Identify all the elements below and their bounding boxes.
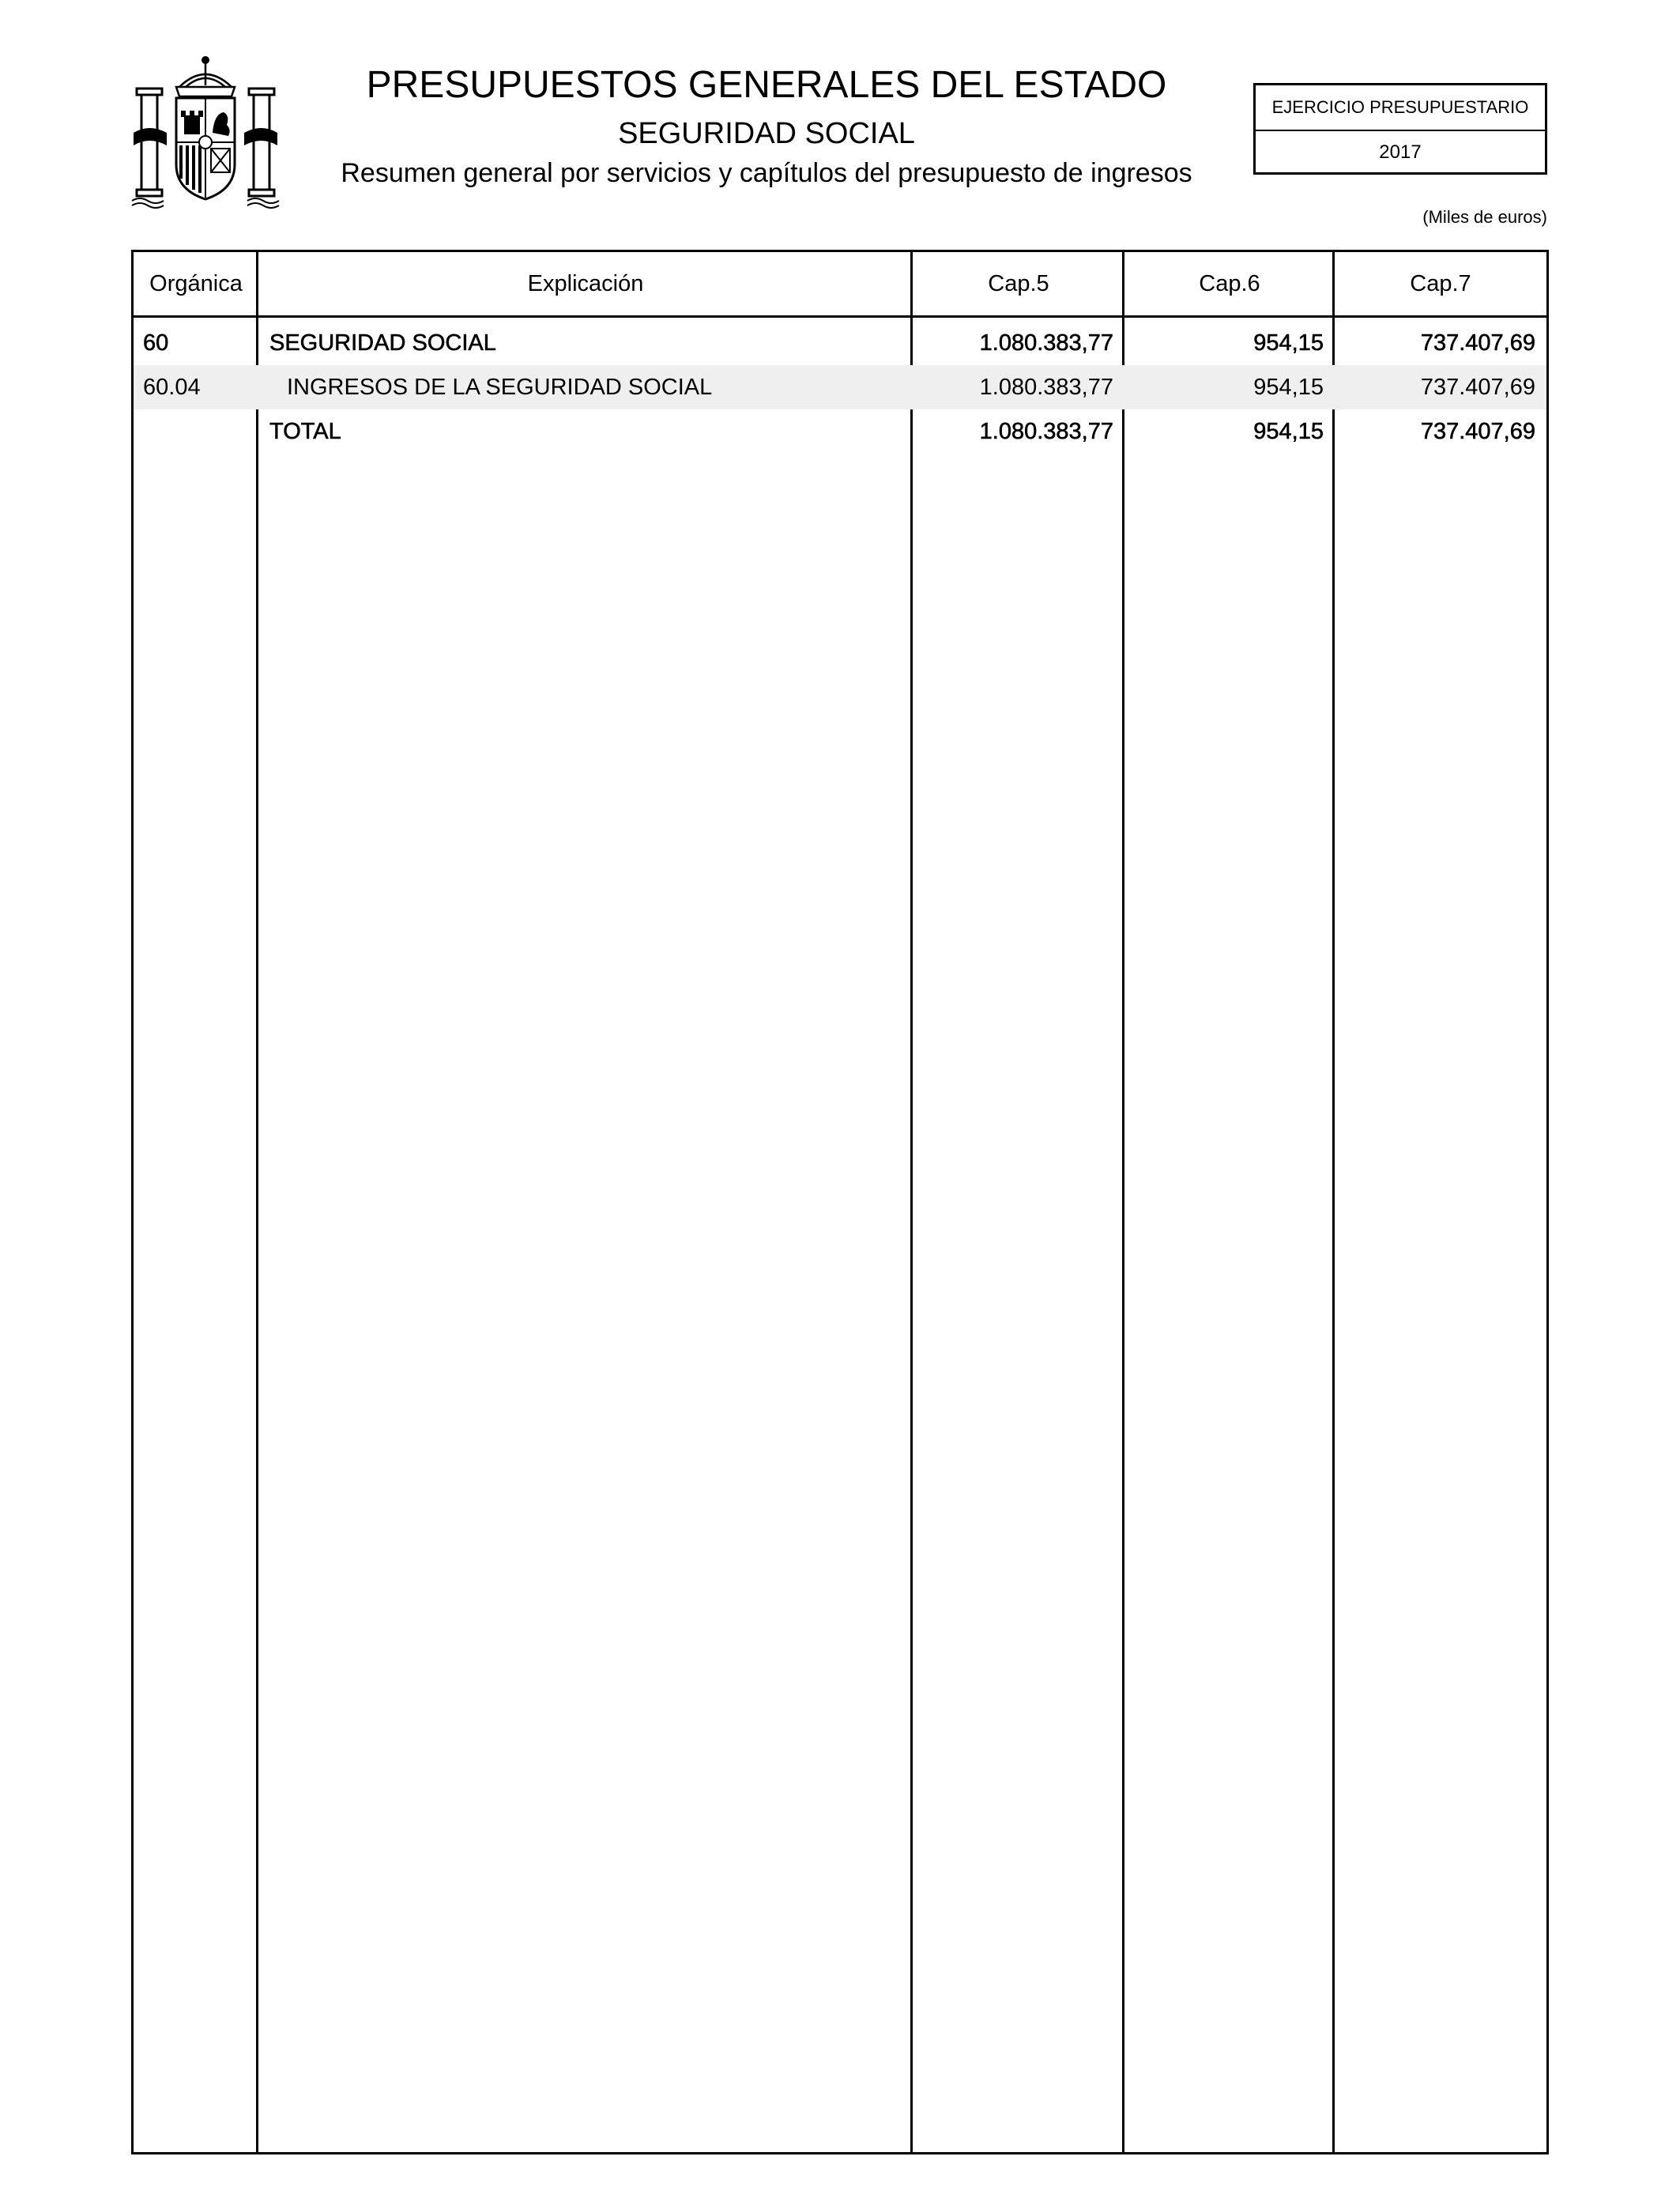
budget-table	[131, 250, 1549, 2154]
header-cap6: Cap.6	[1199, 271, 1260, 296]
exercise-year: 2017	[1379, 141, 1422, 163]
exercise-box	[1253, 83, 1547, 175]
row-cap6: 954,15	[1253, 419, 1324, 444]
row-organica	[134, 409, 258, 454]
table-header	[134, 252, 1546, 318]
row-cap6: 954,15	[1253, 375, 1324, 400]
row-cap5: 1.080.383,77	[979, 419, 1113, 444]
row-cap5: 1.080.383,77	[979, 375, 1113, 400]
units-note: (Miles de euros)	[1422, 207, 1547, 227]
row-explicacion: TOTAL	[269, 419, 341, 444]
header-explicacion: Explicación	[527, 271, 644, 296]
column-divider	[1122, 252, 1124, 2152]
row-cap7: 737.407,69	[1420, 375, 1535, 400]
header-cap5: Cap.5	[988, 271, 1049, 296]
header-organica: Orgánica	[149, 271, 243, 296]
row-cap7: 737.407,69	[1420, 419, 1535, 444]
table-row	[134, 321, 1546, 365]
exercise-label: EJERCICIO PRESUPUESTARIO	[1256, 85, 1545, 131]
row-cap7: 737.407,69	[1420, 330, 1535, 356]
row-explicacion: INGRESOS DE LA SEGURIDAD SOCIAL	[287, 375, 713, 400]
page-title: PRESUPUESTOS GENERALES DEL ESTADO	[366, 64, 1167, 106]
row-organica: 60.04	[143, 375, 201, 400]
row-organica: 60	[143, 330, 169, 356]
row-cap5: 1.080.383,77	[979, 330, 1113, 356]
row-explicacion: SEGURIDAD SOCIAL	[269, 330, 496, 356]
row-cap6: 954,15	[1253, 330, 1324, 356]
header-cap7: Cap.7	[1410, 271, 1471, 296]
page-description: Resumen general por servicios y capítulos del presupuesto de ingresos	[341, 158, 1192, 188]
spain-coat-of-arms-icon	[130, 54, 281, 209]
table-row-total	[134, 409, 1546, 454]
column-divider	[256, 252, 258, 2152]
table-row	[134, 365, 1546, 409]
column-divider	[1332, 252, 1335, 2152]
column-divider	[910, 252, 913, 2152]
page-subtitle: SEGURIDAD SOCIAL	[618, 117, 915, 150]
